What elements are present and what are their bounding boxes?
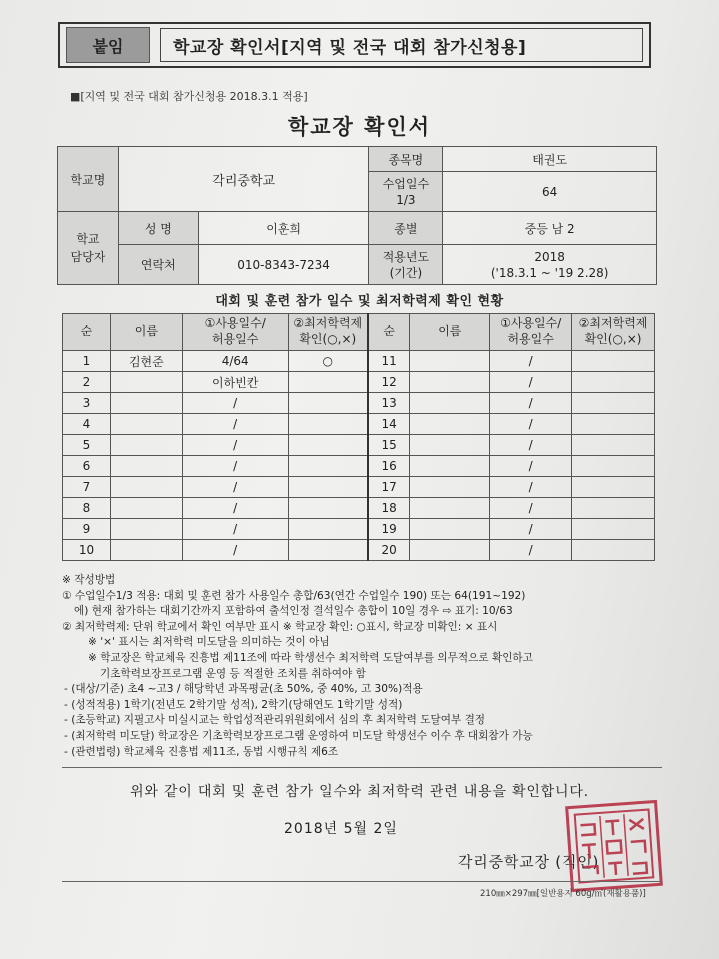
- row-name: [410, 414, 490, 435]
- row-min: [288, 540, 368, 561]
- row-days: /: [182, 435, 288, 456]
- divider: [62, 767, 662, 768]
- row-name: [110, 498, 182, 519]
- row-no: 2: [63, 372, 111, 393]
- staff-label: 학교 담당자: [58, 212, 119, 285]
- row-no: 20: [368, 540, 410, 561]
- row-no: 14: [368, 414, 410, 435]
- row-days: /: [490, 540, 572, 561]
- school-info-table: [57, 146, 657, 285]
- table-row: [63, 519, 655, 540]
- note-line: - (성적적용) 1학기(전년도 2학기말 성적), 2학기(당해연도 1학기말 성적): [64, 698, 403, 711]
- row-no: 13: [368, 393, 410, 414]
- row-min: [572, 456, 655, 477]
- table-row: [63, 498, 655, 519]
- row-name: [110, 435, 182, 456]
- note-line: ※ '×' 표시는 최저학력 미도달을 의미하는 것이 아님: [88, 636, 330, 649]
- page-title: 학교장 확인서: [287, 115, 432, 139]
- year-value: 2018 ('18.3.1 ~ '19 2.28): [443, 245, 657, 285]
- col-min: ②최저학력제 확인(○,×): [288, 314, 368, 351]
- row-min: [288, 372, 368, 393]
- row-no: 3: [63, 393, 111, 414]
- row-days: /: [490, 435, 572, 456]
- seal-icon: [572, 806, 657, 885]
- row-min: [572, 372, 655, 393]
- row-no: 17: [368, 477, 410, 498]
- col-days: ①사용일수/ 허용일수: [490, 314, 572, 351]
- row-name: [110, 372, 182, 393]
- row-no: 19: [368, 519, 410, 540]
- school-value: 각리중학교: [118, 147, 369, 212]
- table-header-row: [63, 314, 655, 351]
- days-value: 64: [443, 172, 657, 212]
- col-days: ①사용일수/ 허용일수: [182, 314, 288, 351]
- row-name: [410, 435, 490, 456]
- confirm-statement: 위와 같이 대회 및 훈련 참가 일수와 최저학력 관련 내용을 확인합니다.: [130, 784, 589, 800]
- row-min: [288, 456, 368, 477]
- note-line: 에) 현재 참가하는 대회기간까지 포함하여 출석인정 결석일수 총합이 10일 경우 ⇨ 표기: 10/63: [74, 605, 513, 618]
- row-no: 11: [368, 351, 410, 372]
- table-row: [63, 456, 655, 477]
- row-days: /: [182, 498, 288, 519]
- table-row: [63, 414, 655, 435]
- year-label: 적용년도 (기간): [369, 245, 443, 285]
- row-no: 12: [368, 372, 410, 393]
- header-title: 학교장 확인서[지역 및 전국 대회 참가신청용]: [160, 28, 643, 62]
- row-days: /: [182, 414, 288, 435]
- row-days: /: [182, 540, 288, 561]
- row-days: /: [490, 351, 572, 372]
- row-min: [572, 519, 655, 540]
- col-min: ②최저학력제 확인(○,×): [572, 314, 655, 351]
- row-min: [288, 435, 368, 456]
- row-no: 4: [63, 414, 111, 435]
- table-row: [63, 351, 655, 372]
- col-no: 순: [368, 314, 410, 351]
- row-no: 16: [368, 456, 410, 477]
- note-line: 기초학력보장프로그램 운영 등 적절한 조치를 취하여야 함: [100, 667, 366, 680]
- row-min: [288, 477, 368, 498]
- divider: [62, 881, 662, 882]
- row-name: [410, 540, 490, 561]
- contact-value: 010-8343-7234: [198, 245, 369, 285]
- row-name: [410, 498, 490, 519]
- signer: 각리중학교장 (직인): [458, 853, 600, 871]
- row-days: /: [182, 456, 288, 477]
- issue-date: 2018년 5월 2일: [284, 821, 398, 837]
- table-row: [63, 477, 655, 498]
- row-no: 7: [63, 477, 111, 498]
- row-min: [572, 393, 655, 414]
- row-min: [572, 540, 655, 561]
- contact-label: 연락처: [118, 245, 198, 285]
- row-days: /: [490, 477, 572, 498]
- row-no: 6: [63, 456, 111, 477]
- attachment-header: [58, 22, 651, 68]
- row-min: [288, 498, 368, 519]
- col-name: 이름: [110, 314, 182, 351]
- paper-spec: 210㎜×297㎜[일반용지 60g/㎡(재활용품)]: [480, 889, 646, 899]
- row-min: ○: [288, 351, 368, 372]
- row-name: [410, 393, 490, 414]
- note-line: ① 수업일수1/3 적용: 대회 및 훈련 참가 사용일수 총합/63(연간 수업일수 190) 또는 64(191~192): [62, 589, 526, 602]
- note-line: - (대상/기준) 초4 ~고3 / 해당학년 과목평균(초 50%, 중 40%, 고 30%)적용: [64, 683, 423, 696]
- row-days: /: [490, 456, 572, 477]
- note-line: - (관련법령) 학교체육 진흥법 제11조, 동법 시행규칙 제6조: [64, 745, 339, 758]
- row-name: [110, 540, 182, 561]
- row-days: /: [490, 498, 572, 519]
- col-no: 순: [63, 314, 111, 351]
- row-no: 9: [63, 519, 111, 540]
- form-subtitle: ■[지역 및 전국 대회 참가신청용 2018.3.1 적용]: [70, 90, 308, 103]
- row-days: /: [490, 372, 572, 393]
- name-label: 성 명: [118, 212, 198, 245]
- status-title: 대회 및 훈련 참가 일수 및 최저학력제 확인 현황: [215, 294, 504, 309]
- row-min: [572, 414, 655, 435]
- table-row: [63, 393, 655, 414]
- row-min: [288, 414, 368, 435]
- note-line: - (최저학력 미도달) 학교장은 기초학력보장프로그램 운영하여 미도달 학생선수 이수 후 대회참가 가능: [64, 729, 533, 742]
- note-line: ※ 학교장은 학교체육 진흥법 제11조에 따라 학생선수 최저학력 도달여부를 의무적으로 확인하고: [88, 651, 533, 664]
- col-name: 이름: [410, 314, 490, 351]
- row-days: 이하빈칸: [182, 372, 288, 393]
- type-label: 종별: [369, 212, 443, 245]
- row-name: [410, 372, 490, 393]
- row-name: 김현준: [110, 351, 182, 372]
- row-name: [410, 519, 490, 540]
- type-value: 중등 남 2: [443, 212, 657, 245]
- writing-instructions: [62, 573, 672, 760]
- row-name: [410, 456, 490, 477]
- row-no: 10: [63, 540, 111, 561]
- row-days: 4/64: [182, 351, 288, 372]
- notes-heading: ※ 작성방법: [62, 574, 116, 586]
- table-row: [63, 540, 655, 561]
- attachment-tag: 붙임: [66, 27, 150, 63]
- table-row: [63, 435, 655, 456]
- row-days: /: [182, 393, 288, 414]
- row-days: /: [490, 393, 572, 414]
- row-min: [288, 393, 368, 414]
- table-row: [63, 372, 655, 393]
- row-min: [572, 351, 655, 372]
- days-label: 수업일수 1/3: [369, 172, 443, 212]
- row-name: [110, 519, 182, 540]
- row-days: /: [182, 477, 288, 498]
- row-name: [110, 477, 182, 498]
- sport-label: 종목명: [369, 147, 443, 172]
- sport-value: 태권도: [443, 147, 657, 172]
- row-no: 15: [368, 435, 410, 456]
- row-name: [110, 414, 182, 435]
- row-no: 8: [63, 498, 111, 519]
- row-no: 5: [63, 435, 111, 456]
- row-min: [572, 435, 655, 456]
- row-days: /: [490, 414, 572, 435]
- official-seal: [565, 800, 663, 892]
- note-line: ② 최저학력제: 단위 학교에서 확인 여부만 표시 ※ 학교장 확인: ○표시, 학교장 미확인: × 표시: [62, 620, 498, 633]
- row-no: 1: [63, 351, 111, 372]
- row-min: [572, 498, 655, 519]
- row-days: /: [182, 519, 288, 540]
- name-value: 이훈희: [198, 212, 369, 245]
- row-name: [410, 477, 490, 498]
- note-line: - (초등학교) 지필고사 미실시교는 학업성적관리위원회에서 심의 후 최저학력 도달여부 결정: [64, 714, 486, 727]
- school-label: 학교명: [58, 147, 119, 212]
- row-days: /: [490, 519, 572, 540]
- row-name: [110, 393, 182, 414]
- row-name: [410, 351, 490, 372]
- row-name: [110, 456, 182, 477]
- row-no: 18: [368, 498, 410, 519]
- row-min: [288, 519, 368, 540]
- row-min: [572, 477, 655, 498]
- participation-table: [62, 313, 655, 561]
